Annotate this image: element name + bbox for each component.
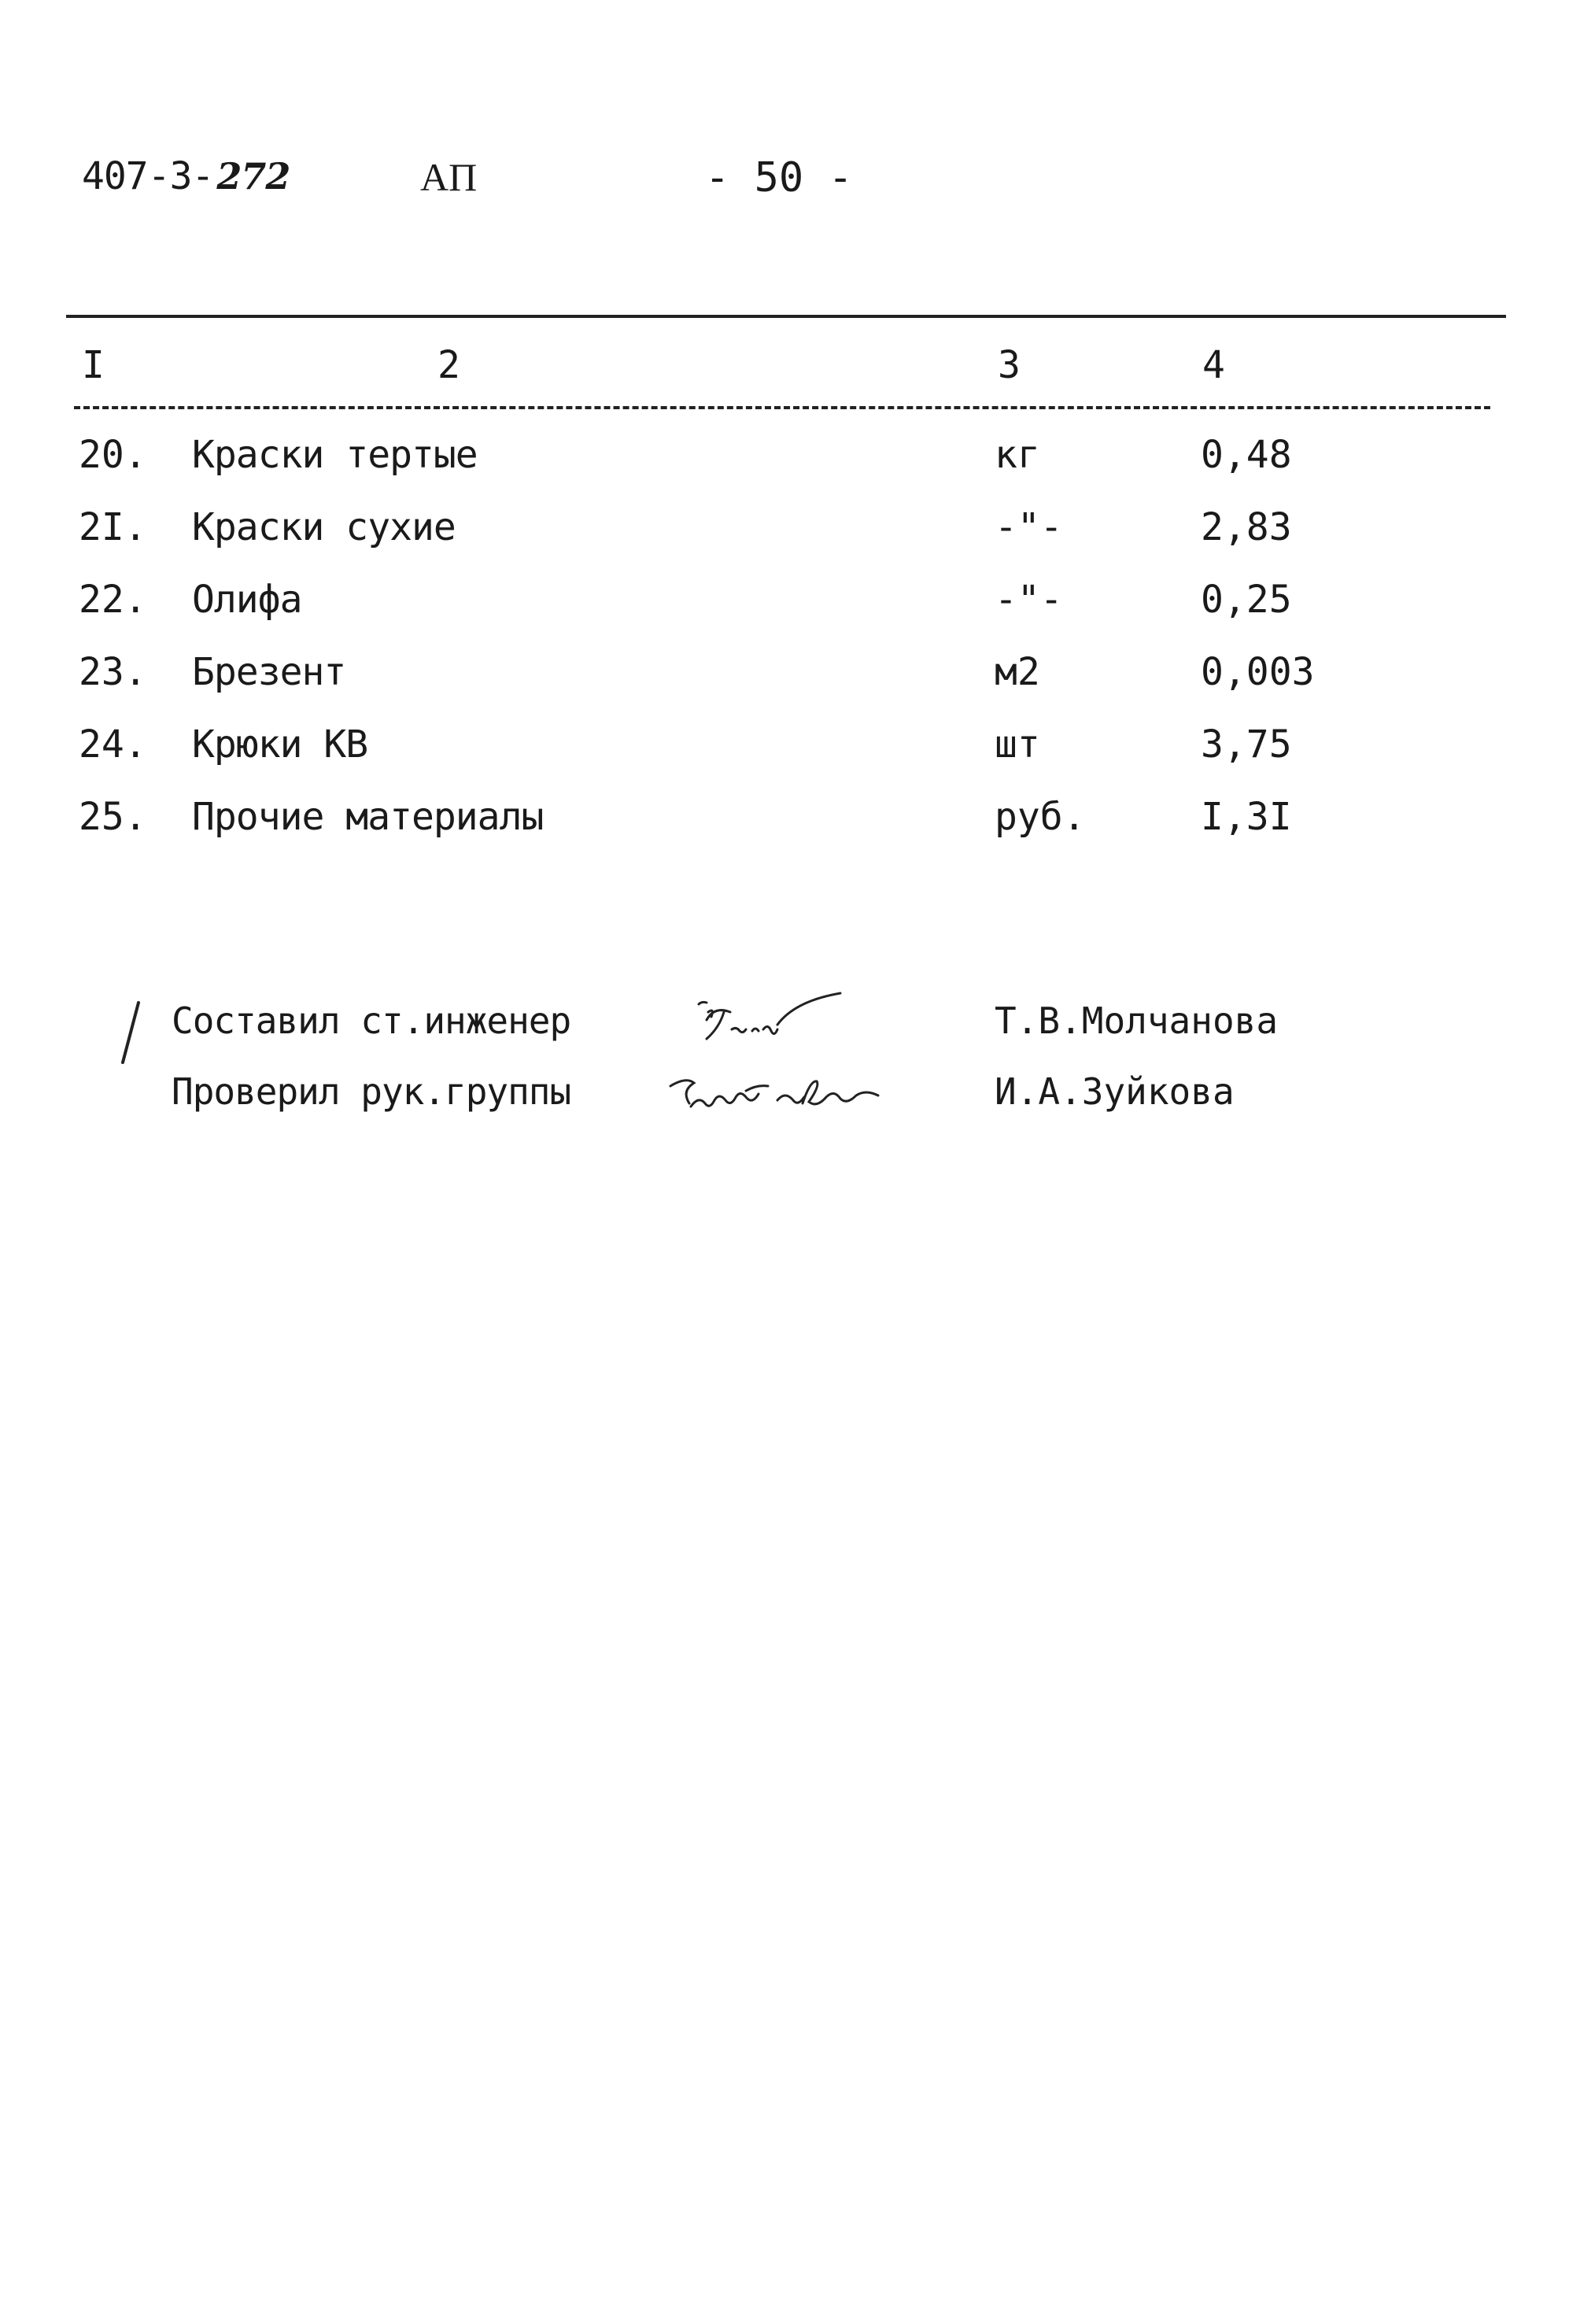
row-unit: -"- [995, 505, 1063, 549]
handwritten-signature-compiled [659, 988, 927, 1059]
handwritten-signature-checked [659, 1062, 927, 1133]
document-code [82, 154, 290, 198]
page-number: - 50 - [705, 154, 853, 201]
row-material: Олифа [192, 578, 302, 622]
checked-by-label: Проверил рук.группы [172, 1070, 571, 1113]
row-unit: шт [995, 722, 1040, 767]
compiled-by-label: Составил ст.инженер [172, 999, 571, 1042]
row-quantity: 0,003 [1201, 650, 1315, 694]
signature-block [0, 999, 1580, 1157]
table-top-rule [66, 315, 1506, 318]
table-row [0, 650, 1580, 713]
document-section: АП [420, 155, 478, 199]
table-row [0, 722, 1580, 785]
row-unit: м2 [995, 650, 1040, 694]
row-number: 2I. [79, 505, 147, 549]
row-number: 25. [79, 795, 147, 839]
row-material: Краски тертые [192, 433, 478, 477]
row-unit: -"- [995, 578, 1063, 622]
signature-row-checked [0, 1070, 1580, 1141]
document-code-printed: 407-3- [82, 154, 214, 198]
row-number: 20. [79, 433, 147, 477]
column-header-4: 4 [1202, 343, 1225, 387]
column-header-2: 2 [437, 343, 460, 387]
row-quantity: 2,83 [1201, 505, 1292, 549]
signature-row-compiled [0, 999, 1580, 1070]
column-header-3: 3 [998, 343, 1021, 387]
row-material: Прочие материалы [192, 795, 544, 839]
row-quantity: 3,75 [1201, 722, 1292, 767]
checked-by-name: И.А.Зуйкова [995, 1070, 1235, 1113]
document-code-handwritten: 272 [216, 155, 290, 198]
row-quantity: 0,25 [1201, 578, 1292, 622]
table-row [0, 433, 1580, 496]
table-row [0, 505, 1580, 568]
row-number: 24. [79, 722, 147, 767]
table-header-rule [74, 406, 1490, 409]
compiled-by-name: Т.В.Молчанова [995, 999, 1279, 1042]
table-row [0, 578, 1580, 641]
column-header-1: I [82, 343, 105, 387]
row-quantity: 0,48 [1201, 433, 1292, 477]
row-quantity: I,3I [1201, 795, 1292, 839]
row-unit: кг [995, 433, 1040, 477]
table-row [0, 795, 1580, 858]
row-unit: руб. [995, 795, 1086, 839]
row-material: Крюки КВ [192, 722, 368, 767]
row-material: Краски сухие [192, 505, 456, 549]
row-number: 22. [79, 578, 147, 622]
page-header [0, 154, 1580, 217]
row-number: 23. [79, 650, 147, 694]
row-material: Брезент [192, 650, 346, 694]
table-column-headers [0, 343, 1580, 398]
